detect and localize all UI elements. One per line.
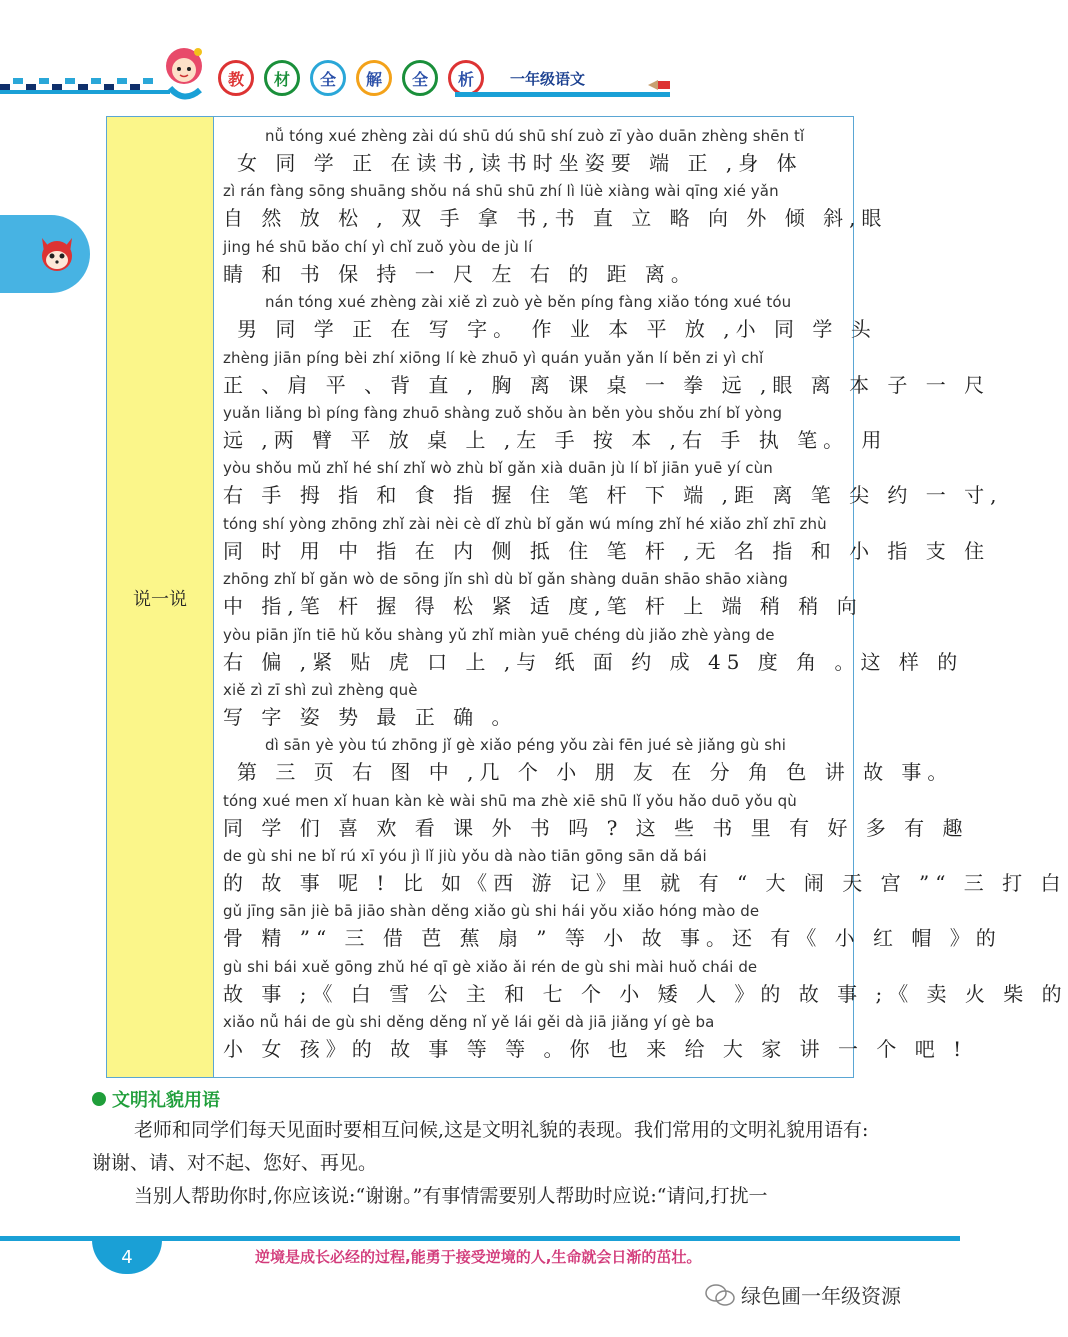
text-line [223, 681, 845, 736]
text-line [223, 293, 877, 348]
pinyin-line: yòu shǒu mǔ zhǐ hé shí zhǐ wò zhù bǐ gǎn xià duān jù lí bǐ jiān yuē yí cùn [223, 459, 773, 478]
bullet-dot-icon [92, 1092, 106, 1106]
hanzi-line: 男 同 学 正 在 写 字。 作 业 本 平 放 ,小 同 学 头 [237, 317, 877, 342]
pinyin-line: gǔ jīng sān jiè bā jiāo shàn děng xiǎo gù shi hái yǒu xiǎo hóng mào de [223, 902, 760, 921]
mascot-girl-icon [160, 44, 208, 104]
pinyin-line: nán tóng xué zhèng zài xiě zì zuò yè běn píng fàng xiǎo tóng xué tóu [265, 293, 792, 312]
wechat-icon [705, 1284, 735, 1306]
pinyin-line: zhōng zhǐ bǐ gǎn wò de sōng jǐn shì dù bǐ gǎn shàng duān shāo shāo xiàng [223, 570, 788, 589]
hanzi-line: 第 三 页 右 图 中 ,几 个 小 朋 友 在 分 角 色 讲 故 事。 [237, 760, 954, 785]
text-line [223, 459, 1003, 514]
hanzi-line: 右 手 拇 指 和 食 指 握 住 笔 杆 下 端 ,距 离 笔 尖 约 一 寸, [223, 483, 1003, 508]
hanzi-line: 中 指,笔 杆 握 得 松 紧 适 度,笔 杆 上 端 稍 稍 向 [223, 594, 863, 619]
header-rule [0, 90, 170, 94]
pinyin-text-block [223, 127, 1068, 1069]
hanzi-line: 同 时 用 中 指 在 内 侧 抵 住 笔 杆 ,无 名 指 和 小 指 支 住 [223, 538, 991, 563]
watermark [705, 1280, 901, 1309]
fox-mascot-icon [38, 234, 76, 274]
section-heading [92, 1086, 220, 1112]
grade-underline [455, 92, 670, 97]
pinyin-line: de gù shi ne bǐ rú xī yóu jì lǐ jiù yǒu dà nào tiān gōng sān dǎ bái [223, 847, 707, 866]
lesson-table [106, 116, 1068, 1078]
pinyin-line: tóng shí yòng zhōng zhǐ zài nèi cè dǐ zhù bǐ gǎn wú míng zhǐ hé xiǎo zhǐ zhī zhù [223, 514, 827, 533]
pinyin-line: zì rán fàng sōng shuāng shǒu ná shū shū zhí lì lüè xiàng wài qīng xié yǎn [223, 182, 779, 201]
text-line [223, 902, 1002, 957]
text-line [223, 791, 969, 847]
pinyin-line: nǚ tóng xué zhèng zài dú shū dú shū shí zuò zī yào duān zhèng shēn tǐ [265, 127, 805, 145]
hanzi-line: 正 、肩 平 、背 直 , 胸 离 课 桌 一 拳 远 ,眼 离 本 子 一 尺 [223, 372, 991, 397]
pencil-icon [648, 80, 670, 90]
decorative-dash-strip [0, 78, 170, 90]
grade-label: 一年级语文 [510, 70, 586, 88]
hanzi-line: 右 偏 ,紧 贴 虎 口 上 ,与 纸 面 约 成 45 度 角 。这 样 的 [223, 649, 964, 674]
text-line [223, 625, 964, 681]
title-char: 析 [448, 60, 484, 96]
section-title: 文明礼貌用语 [112, 1090, 220, 1111]
page-header [0, 40, 960, 120]
text-line [223, 514, 991, 570]
paragraph: 老师和同学们每天见面时要相互问候,这是文明礼貌的表现。我们常用的文明礼貌用语有:谢谢、请、对不起、您好、再见。 [92, 1119, 869, 1174]
hanzi-line: 写 字 姿 势 最 正 确 。 [223, 704, 518, 729]
hanzi-line: 女 同 学 正 在读书,读书时坐姿要 端 正 ,身 体 [237, 151, 803, 175]
text-line [223, 957, 1068, 1013]
hanzi-line: 骨 精 ”“ 三 借 芭 蕉 扇 ” 等 小 故 事。还 有《 小 红 帽 》的 [223, 926, 1002, 951]
title-char: 全 [402, 60, 438, 96]
title-char: 材 [264, 60, 300, 96]
text-line [223, 238, 845, 293]
pinyin-line: gù shi bái xuě gōng zhǔ hé qī gè xiǎo ǎi rén de gù shi mài huǒ chái de [223, 957, 758, 976]
hanzi-line: 小 女 孩》的 故 事 等 等 。你 也 来 给 大 家 讲 一 个 吧 ! [223, 1037, 968, 1062]
hanzi-line: 自 然 放 松 , 双 手 拿 书,书 直 立 略 向 外 倾 斜,眼 [223, 206, 888, 231]
title-char: 教 [218, 60, 254, 96]
pinyin-line: zhèng jiān píng bèi zhí xiōng lí kè zhuō yì quán yuǎn yǎn lí běn zi yì chǐ [223, 348, 764, 367]
label-column [107, 117, 214, 1077]
pinyin-line: jing hé shū bǎo chí yì chǐ zuǒ yòu de jù lí [223, 237, 533, 256]
title-char: 解 [356, 60, 392, 96]
hanzi-line: 故 事 ;《 白 雪 公 主 和 七 个 小 矮 人 》的 故 事 ;《 卖 火 柴 的 [223, 981, 1068, 1006]
text-line [223, 182, 888, 237]
page-number: 4 [92, 1240, 162, 1274]
pinyin-line: tóng xué men xǐ huan kàn kè wài shū ma zhè xiē shū lǐ yǒu hǎo duō yǒu qù [223, 791, 797, 810]
text-line [223, 570, 863, 625]
book-title [218, 60, 484, 96]
hanzi-line: 同 学 们 喜 欢 看 课 外 书 吗 ? 这 些 书 里 有 好 多 有 趣 [223, 815, 969, 840]
text-line [223, 1013, 968, 1068]
title-char: 全 [310, 60, 346, 96]
pinyin-line: xiě zì zī shì zuì zhèng què [223, 680, 418, 699]
watermark-text: 绿色圃一年级资源 [741, 1284, 901, 1308]
text-line [223, 403, 888, 459]
pinyin-line: yuǎn liǎng bì píng fàng zhuō shàng zuǒ shǒu àn běn yòu shǒu zhí bǐ yòng [223, 403, 783, 422]
paragraph: 当别人帮助你时,你应该说:“谢谢。”有事情需要别人帮助时应说:“请问,打扰一 [134, 1185, 768, 1207]
pinyin-line: dì sān yè yòu tú zhōng jǐ gè xiǎo péng yǒu zài fēn jué sè jiǎng gù shi [265, 736, 787, 755]
text-line [223, 736, 954, 791]
hanzi-line: 睛 和 书 保 持 一 尺 左 右 的 距 离。 [223, 261, 697, 286]
text-line [223, 127, 845, 182]
hanzi-line: 远 ,两 臂 平 放 桌 上 ,左 手 按 本 ,右 手 执 笔。 用 [223, 427, 888, 452]
pinyin-line: xiǎo nǚ hái de gù shi děng děng nǐ yě lái gěi dà jiā jiǎng yí gè ba [223, 1013, 715, 1032]
footer-quote: 逆境是成长必经的过程,能勇于接受逆境的人,生命就会日渐的茁壮。 [255, 1248, 702, 1266]
text-line [223, 348, 991, 404]
pinyin-line: yòu piān jǐn tiē hǔ kǒu shàng yǔ zhǐ miàn yuē chéng dù jiǎo zhè yàng de [223, 625, 775, 644]
label-say: 说一说 [133, 589, 187, 610]
hanzi-line: 的 故 事 呢 ! 比 如《西 游 记》里 就 有 “ 大 闹 天 宫 ”“ 三 打 白 [223, 871, 1067, 896]
text-line [223, 847, 1067, 902]
